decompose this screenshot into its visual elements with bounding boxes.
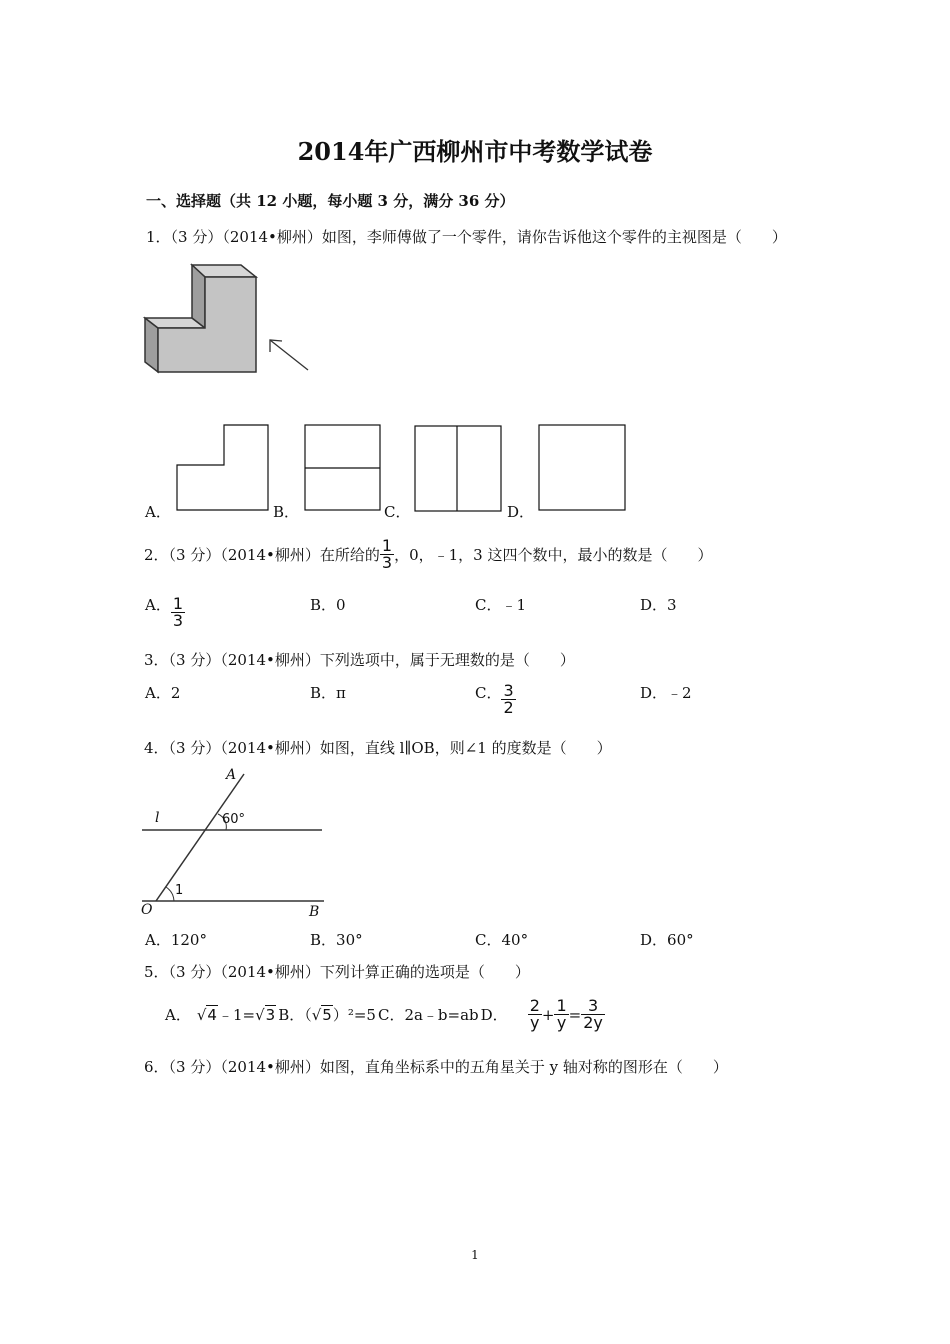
q2-option-c: C．﹣1 [475,596,527,614]
q5-d-frac-3 [581,998,605,1031]
q2-suffix: ，0，﹣1，3 这四个数中，最小的数是（ ） [394,546,713,564]
q1-option-a-figure [176,424,270,512]
q1-option-c-figure [414,425,504,513]
q2-option-a [145,594,185,629]
q5-d-eq: = [568,1005,582,1024]
section-heading: 一、选择题（共 12 小题，每小题 3 分，满分 36 分） [146,192,515,210]
q4-label-1: 1 [175,883,184,898]
q1-3d-part-figure [140,260,320,380]
q5-option-a-mid: ﹣1= [217,1006,256,1024]
page-title: 2014年广西柳州市中考数学试卷 [297,137,653,166]
q3-option-c-label: C． [475,684,502,702]
q4-option-b: B．30° [310,931,363,949]
q4-label-l: l [155,810,160,826]
q3-c-den: 2 [503,698,514,717]
q2-frac-den: 3 [381,553,393,572]
q5-option-b-label: B．（ [278,1006,312,1024]
question-1-text: 1．（3 分）（2014•柳州）如图，李师傅做了一个零件，请你告诉他这个零件的主视图是（ ） [146,228,787,246]
question-5-text: 5．（3 分）（2014•柳州）下列计算正确的选项是（ ） [144,963,530,981]
q1-option-b-label: B． [273,503,300,521]
q2-frac-num: 1 [381,536,393,555]
q3-option-c [475,682,516,716]
q2-a-den: 3 [172,611,184,630]
q2-option-a-fraction [171,596,185,629]
q4-option-d: D．60° [640,931,694,949]
q4-option-c: C．40° [475,931,529,949]
q5-sqrt-3-radicand: 3 [265,1005,276,1024]
q5-d-n2: 1 [556,996,567,1015]
q5-d-n3: 3 [581,998,605,1015]
question-6-text: 6．（3 分）（2014•柳州）如图，直角坐标系中的五角星关于 y 轴对称的图形在（ ） [144,1058,728,1076]
q1-option-b-figure [304,424,382,512]
q2-a-num: 1 [172,594,184,613]
question-2-text [144,538,712,571]
q5-sqrt-5-radicand: 5 [322,1005,332,1024]
q3-c-num: 3 [503,681,514,700]
q5-sqrt-5: √5 [311,1005,332,1024]
q5-d-frac-2 [554,998,568,1031]
q1-option-a-label: A． [145,503,171,521]
q5-d-plus: + [541,1005,555,1024]
q1-option-d-figure [538,424,628,512]
q4-label-60: 60° [222,812,246,827]
q2-option-a-label: A． [145,596,171,614]
q5-d-frac-1 [528,998,542,1031]
q5-d-n1: 2 [529,996,540,1015]
q5-sqrt-3: √3 [255,1005,276,1024]
q5-option-a-label: A． [165,1006,191,1024]
q2-option-b: B．0 [310,596,346,614]
q4-label-b: B [309,904,320,920]
q4-option-a: A．120° [145,931,207,949]
q2-option-d: D．3 [640,596,677,614]
q2-prefix: 2．（3 分）（2014•柳州）在所给的 [144,546,380,564]
q4-parallel-lines-figure [138,764,328,924]
question-4-text: 4．（3 分）（2014•柳州）如图，直线 l∥OB，则∠1 的度数是（ ） [144,739,612,757]
q5-d-d2: y [556,1013,567,1032]
q1-option-c-label: C． [384,503,411,521]
q5-d-d1: y [530,1013,540,1032]
q2-fraction [380,538,394,571]
q5-option-c: C．2a﹣b=ab [377,1006,479,1024]
q3-option-b: B．π [310,684,346,702]
page-number: 1 [471,1248,479,1262]
q5-sqrt-4-radicand: 4 [207,1005,217,1024]
q5-options-row [165,998,605,1031]
q3-option-d: D．﹣2 [640,684,692,702]
q4-label-o: O [141,902,153,918]
q5-option-d-expression [528,998,605,1031]
q5-option-b-tail: ）²=5 [332,1006,376,1024]
q5-d-d3: 2y [583,1013,603,1032]
q5-option-d-label: D． [480,1006,508,1024]
q3-option-a: A．2 [145,684,181,702]
q3-option-c-fraction [501,683,515,716]
q1-option-d-label: D． [507,503,535,521]
q4-label-a: A [226,767,237,783]
q5-sqrt-4: √4 [196,1005,217,1024]
question-3-text: 3．（3 分）（2014•柳州）下列选项中，属于无理数的是（ ） [144,651,575,669]
